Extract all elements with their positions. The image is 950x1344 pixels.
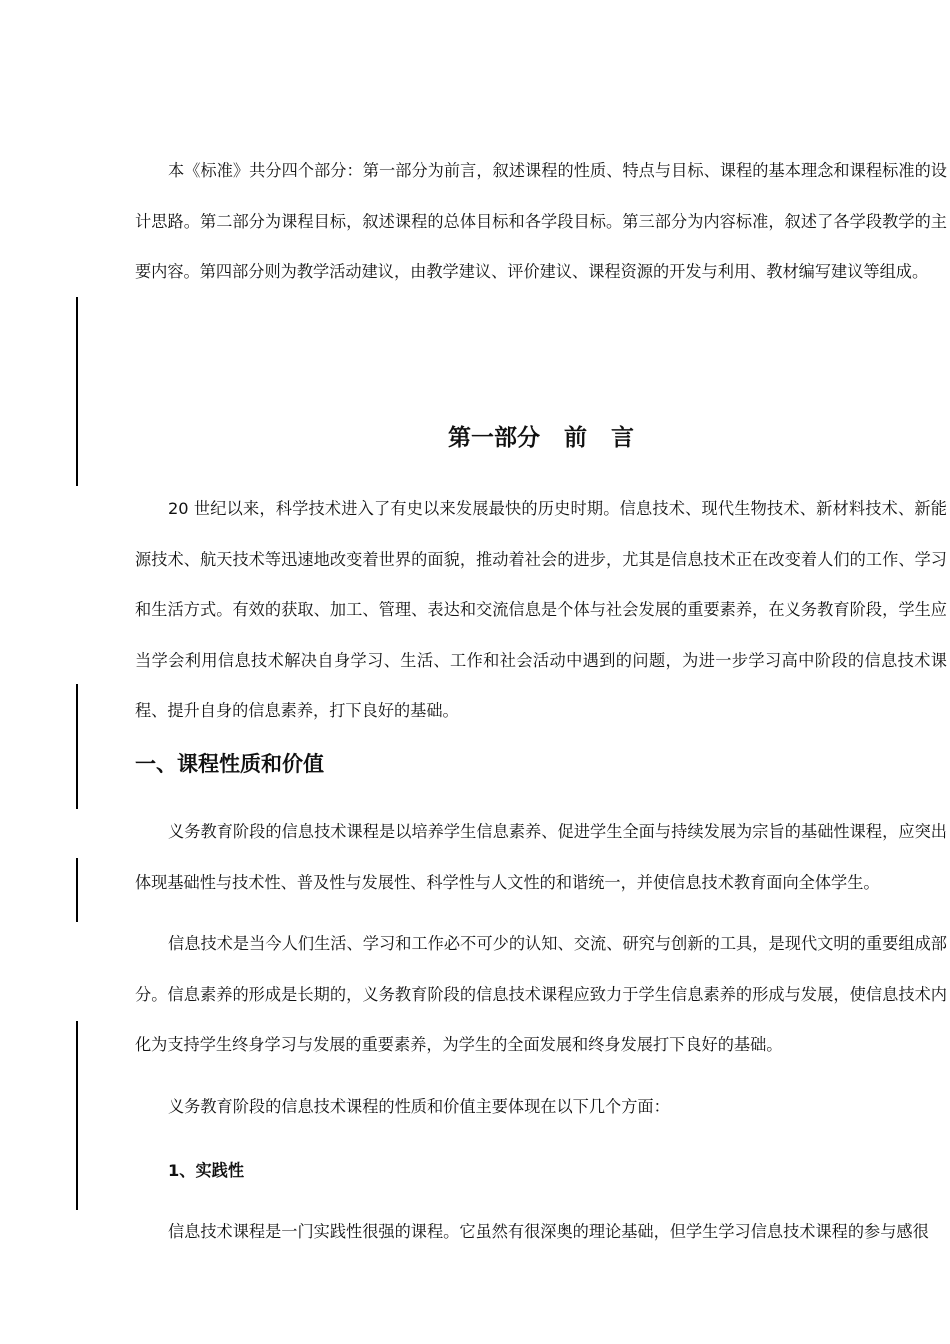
revision-bar — [76, 1021, 78, 1210]
preface-paragraph: 20 世纪以来，科学技术进入了有史以来发展最快的历史时期。信息技术、现代生物技术、新材料技术、新能源技术、航天技术等迅速地改变着世界的面貌，推动着社会的进步，尤其是信息技术正在改变着人们的工作、学习和生活方式。有效的获取、加工、管理、表达和交流信息是个体与社会发展的重要素养，在义务教育阶段，学生应当学会利用信息技术解决自身学习、生活、工作和社会活动中遇到的问题，为进一步学习高中阶段的信息技术课程、提升自身的信息素养，打下良好的基础。 — [135, 499, 947, 720]
section-heading: 一、课程性质和价值 — [135, 752, 324, 776]
revision-bar — [76, 297, 78, 486]
part-title: 第一部分 前 言 — [447, 425, 635, 451]
body-paragraph: 义务教育阶段的信息技术课程的性质和价值主要体现在以下几个方面： — [168, 1097, 670, 1116]
intro-paragraph: 本《标准》共分四个部分：第一部分为前言，叙述课程的性质、特点与目标、课程的基本理念和课程标准的设计思路。第二部分为课程目标，叙述课程的总体目标和各学段目标。第三部分为内容标准，叙述了各学段教学的主要内容。第四部分则为教学活动建议，由教学建议、评价建议、课程资源的开发与利用、教材编写建议等组成。 — [135, 161, 947, 281]
body-paragraph: 信息技术是当今人们生活、学习和工作必不可少的认知、交流、研究与创新的工具，是现代文明的重要组成部分。信息素养的形成是长期的，义务教育阶段的信息技术课程应致力于学生信息素养的形成与发展，使信息技术内化为支持学生终身学习与发展的重要素养，为学生的全面发展和终身发展打下良好的基础。 — [135, 934, 947, 1054]
body-paragraph: 信息技术课程是一门实践性很强的课程。它虽然有很深奥的理论基础，但学生学习信息技术课程的参与感很 — [168, 1222, 929, 1241]
revision-bar — [76, 684, 78, 809]
body-paragraph: 义务教育阶段的信息技术课程是以培养学生信息素养、促进学生全面与持续发展为宗旨的基础性课程，应突出体现基础性与技术性、普及性与发展性、科学性与人文性的和谐统一，并使信息技术教育面向全体学生。 — [135, 822, 947, 892]
revision-bar — [76, 858, 78, 922]
subsection-heading: 1、实践性 — [168, 1161, 245, 1180]
